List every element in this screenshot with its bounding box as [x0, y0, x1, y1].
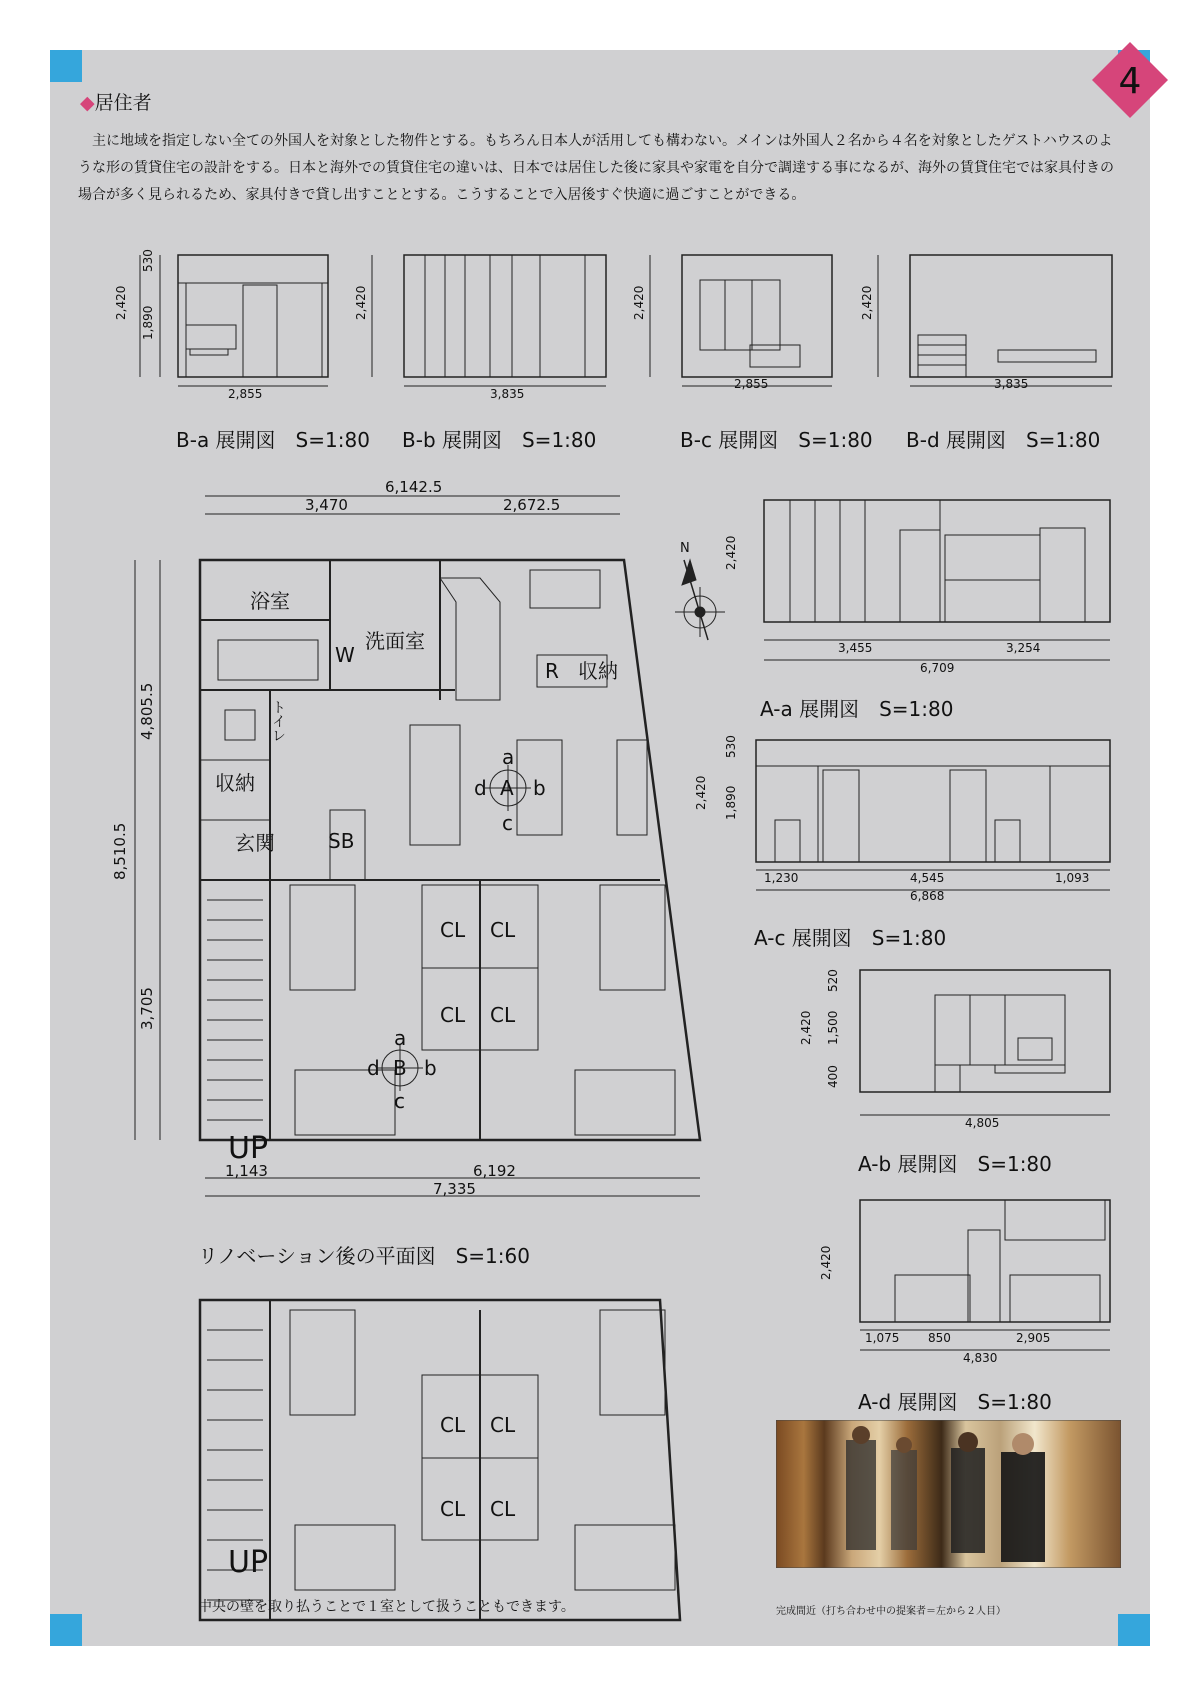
marker-B-b: b: [424, 1056, 437, 1080]
elevation-Bc: [650, 255, 832, 386]
marker-A-a: a: [502, 745, 515, 769]
elevation-Ba: [140, 255, 328, 386]
dim-Ad-total: 4,830: [963, 1351, 998, 1365]
dim-Ad-w2: 850: [928, 1331, 951, 1345]
heading-text: 居住者: [94, 92, 152, 114]
room-entrance: 玄関: [235, 831, 275, 855]
dim-Ab-total: 4,805: [965, 1116, 1000, 1130]
caption-Ab: A-b 展開図 S=1:80: [858, 1152, 1052, 1176]
plan2-closet-2: CL: [490, 1413, 516, 1437]
plan2-note: 中央の壁を取り払うことで１室として扱うこともできます。: [198, 1599, 575, 1615]
dim-plan-left-total: 8,510.5: [111, 822, 129, 880]
dim-Bd-height: 2,420: [860, 285, 874, 320]
room-storage1: 収納: [578, 659, 618, 683]
dim-Ba-width: 2,855: [228, 387, 263, 401]
room-storage2: 収納: [215, 771, 255, 795]
marker-A: A: [500, 776, 514, 800]
plan2-closet-4: CL: [490, 1497, 516, 1521]
marker-B-d: d: [367, 1056, 380, 1080]
caption-Bc: B-c 展開図 S=1:80: [680, 428, 873, 452]
caption-plan: リノベーション後の平面図 S=1:60: [198, 1244, 530, 1268]
room-toilet: トイレ: [270, 700, 286, 742]
elevation-Bd: [878, 255, 1112, 386]
elevation-Ab: [860, 970, 1110, 1115]
elevation-Bb: [372, 255, 606, 386]
dim-Ad-w1: 1,075: [865, 1331, 900, 1345]
marker-A-b: b: [533, 776, 546, 800]
caption-Ba: B-a 展開図 S=1:80: [176, 428, 370, 452]
dim-plan-left-lower: 3,705: [138, 987, 156, 1030]
marker-B-c: c: [394, 1089, 405, 1113]
caption-Ad: A-d 展開図 S=1:80: [858, 1390, 1052, 1414]
dim-Aa-height: 2,420: [724, 535, 738, 570]
diamond-icon: ◆: [80, 92, 95, 114]
closet-3: CL: [440, 1003, 466, 1027]
room-bath: 浴室: [250, 589, 290, 613]
marker-B-a: a: [394, 1026, 407, 1050]
caption-Ac: A-c 展開図 S=1:80: [754, 926, 947, 950]
intro-paragraph: 主に地域を指定しない全ての外国人を対象とした物件とする。もちろん日本人が活用しても構わない。メインは外国人２名から４名を対象としたゲストハウスのような形の賃貸住宅の設計をする。日本と海外での賃貸住宅の違いは、日本では居住した後に家具や家電を自分で調達する事になるが、海外の賃貸住宅では家具付きの場合が多く見られるため、家具付きで貸し出すこととする。こうすることで入居後すぐ快適に過ごすことができる。: [78, 133, 1114, 203]
room-w: W: [335, 643, 355, 667]
dim-Ab-h1: 520: [826, 969, 840, 992]
dim-plan-top-total: 6,142.5: [385, 478, 443, 496]
dim-Ba-lower: 1,890: [141, 305, 155, 340]
dim-plan-bottom-left: 1,143: [225, 1162, 268, 1180]
marker-B: B: [393, 1056, 407, 1080]
marker-A-d: d: [474, 776, 487, 800]
dim-Ad-height: 2,420: [819, 1245, 833, 1280]
room-r: R: [545, 659, 559, 683]
photo-caption: 完成間近（打ち合わせ中の提案者＝左から２人目）: [776, 1606, 1006, 1617]
dim-Aa-w1: 3,455: [838, 641, 873, 655]
caption-Aa: A-a 展開図 S=1:80: [760, 697, 954, 721]
dim-plan-bottom-right: 6,192: [473, 1162, 516, 1180]
dim-Ac-height: 2,420: [694, 775, 708, 810]
plan2-stair-up: UP: [228, 1545, 269, 1580]
dim-Aa-w2: 3,254: [1006, 641, 1041, 655]
dim-Ac-w1: 1,230: [764, 871, 799, 885]
room-washroom: 洗面室: [365, 629, 425, 653]
dim-Ab-h2: 1,500: [826, 1010, 840, 1045]
north-label: N: [680, 541, 690, 556]
dim-plan-bottom-total: 7,335: [433, 1180, 476, 1198]
dim-plan-top-left: 3,470: [305, 496, 348, 514]
dim-Ac-upper: 530: [724, 735, 738, 758]
elevation-Ac: [756, 740, 1110, 890]
dim-Bd-width: 3,835: [994, 377, 1029, 391]
closet-2: CL: [490, 918, 516, 942]
dim-Ac-lower: 1,890: [724, 785, 738, 820]
north-arrow-icon: [675, 560, 725, 640]
dim-Aa-total: 6,709: [920, 661, 955, 675]
dim-Ba-upper: 530: [141, 249, 155, 272]
marker-A-c: c: [502, 811, 513, 835]
dim-Bc-width: 2,855: [734, 377, 769, 391]
plan2-closet-1: CL: [440, 1413, 466, 1437]
closet-1: CL: [440, 918, 466, 942]
dim-Ac-w2: 4,545: [910, 871, 945, 885]
stair-up: UP: [228, 1131, 269, 1166]
dim-Bc-height: 2,420: [632, 285, 646, 320]
elevation-Aa: [764, 500, 1110, 660]
dim-Ab-h3: 400: [826, 1065, 840, 1088]
closet-4: CL: [490, 1003, 516, 1027]
floor-plan: [135, 496, 700, 1196]
plan2-closet-3: CL: [440, 1497, 466, 1521]
floor-plan-alt: [200, 1300, 680, 1620]
room-sb: SB: [328, 829, 355, 853]
dim-Ac-w3: 1,093: [1055, 871, 1090, 885]
dim-Ba-height: 2,420: [114, 285, 128, 320]
dim-plan-left-upper: 4,805.5: [138, 682, 156, 740]
dim-plan-top-right: 2,672.5: [503, 496, 561, 514]
dim-Ad-w3: 2,905: [1016, 1331, 1051, 1345]
dim-Ac-total: 6,868: [910, 889, 945, 903]
page-number: 4: [1118, 61, 1142, 102]
caption-Bd: B-d 展開図 S=1:80: [906, 428, 1101, 452]
dim-Ab-height: 2,420: [799, 1010, 813, 1045]
dim-Bb-height: 2,420: [354, 285, 368, 320]
elevation-Ad: [860, 1200, 1110, 1350]
caption-Bb: B-b 展開図 S=1:80: [402, 428, 597, 452]
dim-Bb-width: 3,835: [490, 387, 525, 401]
